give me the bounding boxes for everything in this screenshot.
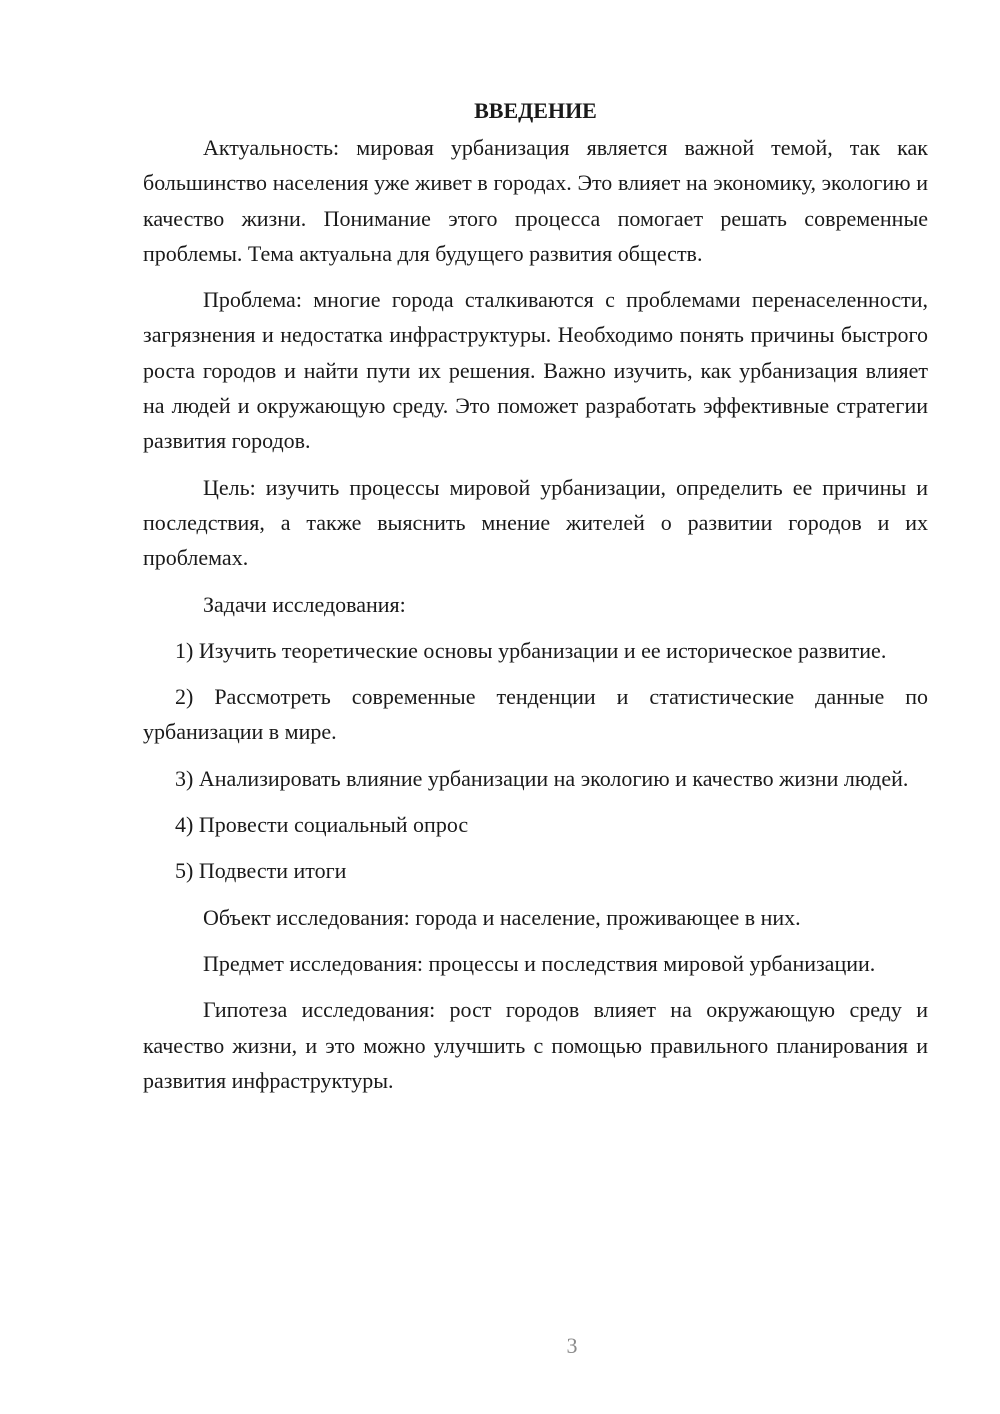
paragraph-tasks-heading: Задачи исследования: <box>203 591 406 617</box>
paragraph-relevance: Актуальность: мировая урбанизация является важной темой, так как большинство населения уже живет в городах. Это влияет на экономику, экологию и качество жизни. Понимание этого процесса помогает решать современные проблемы. Тема актуальна для будущего развития обществ. <box>143 135 928 266</box>
paragraph-subject: Предмет исследования: процессы и последствия мировой урбанизации. <box>203 950 876 976</box>
task-item-3: 3) Анализировать влияние урбанизации на экологию и качество жизни людей. <box>175 765 909 791</box>
section-title: ВВЕДЕНИЕ <box>474 98 597 123</box>
paragraph-object: Объект исследования: города и население, проживающее в них. <box>203 904 801 930</box>
task-item-2: 2) Рассмотреть современные тенденции и статистические данные по урбанизации в мире. <box>143 684 928 745</box>
task-item-5: 5) Подвести итоги <box>175 858 347 884</box>
task-item-4: 4) Провести социальный опрос <box>175 812 469 838</box>
task-item-1: 1) Изучить теоретические основы урбанизации и ее историческое развитие. <box>175 637 887 663</box>
paragraph-hypothesis: Гипотеза исследования: рост городов влияет на окружающую среду и качество жизни, и это можно улучшить с помощью правильного планирования и развития инфраструктуры. <box>143 997 928 1093</box>
document-page <box>143 93 928 1109</box>
paragraph-goal: Цель: изучить процессы мировой урбанизации, определить ее причины и последствия, а также выяснить мнение жителей о развитии городов и их проблемах. <box>143 474 928 571</box>
page-number: 3 <box>566 1333 578 1358</box>
paragraph-problem: Проблема: многие города сталкиваются с проблемами перенаселенности, загрязнения и недостатка инфраструктуры. Необходимо понять причины быстрого роста городов и найти пути их решения. Важно изучить, как урбанизация влияет на людей и окружающую среду. Это поможет разработать эффективные стратегии развития городов. <box>143 287 928 454</box>
